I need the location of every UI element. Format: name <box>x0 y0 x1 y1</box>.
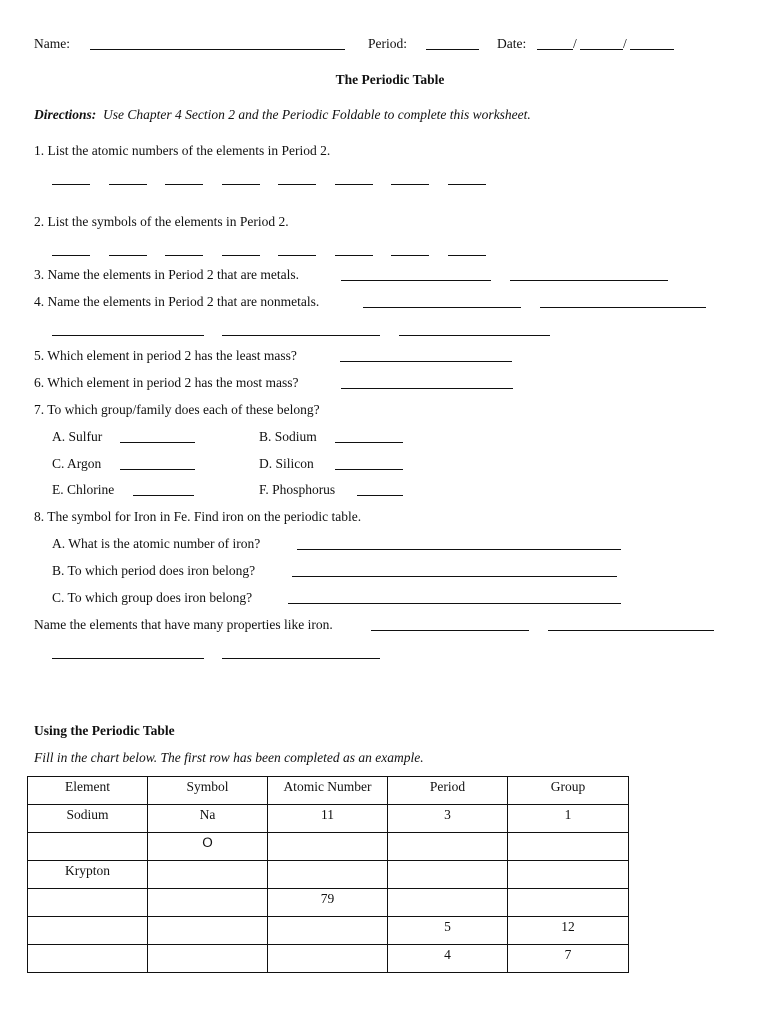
table-cell[interactable] <box>388 889 508 917</box>
q4-blank[interactable] <box>540 294 706 308</box>
table-cell[interactable] <box>508 861 629 889</box>
q7-c-label: C. Argon <box>52 456 102 471</box>
question-1: 1. List the atomic numbers of the elements in Period 2. <box>34 143 331 158</box>
table-row <box>28 861 629 889</box>
header-element: Element <box>28 777 148 805</box>
question-4: 4. Name the elements in Period 2 that are nonmetals. <box>34 294 320 309</box>
table-cell[interactable] <box>148 861 268 889</box>
table-cell[interactable] <box>388 833 508 861</box>
table-cell[interactable] <box>268 861 388 889</box>
q4-blank[interactable] <box>52 322 204 336</box>
q9-blank[interactable] <box>548 617 714 631</box>
table-cell: 4 <box>388 945 508 973</box>
q2-blank[interactable] <box>52 242 90 256</box>
section-instructions: Fill in the chart below. The first row has been completed as an example. <box>34 750 424 765</box>
section-title: Using the Periodic Table <box>34 723 175 738</box>
table-cell[interactable] <box>28 917 148 945</box>
q4-blank[interactable] <box>363 294 521 308</box>
q1-blank[interactable] <box>448 171 486 185</box>
q2-blank[interactable] <box>222 242 260 256</box>
q8-b-label: B. To which period does iron belong? <box>52 563 256 578</box>
date-separator: / <box>573 36 577 51</box>
table-cell[interactable] <box>28 833 148 861</box>
header-group: Group <box>508 777 629 805</box>
q1-blank[interactable] <box>165 171 203 185</box>
q1-blank[interactable] <box>278 171 316 185</box>
q7-d-label: D. Silicon <box>259 456 314 471</box>
q7-c-blank[interactable] <box>120 456 195 470</box>
q2-blank[interactable] <box>335 242 373 256</box>
name-label: Name: <box>34 36 70 51</box>
question-5: 5. Which element in period 2 has the least mass? <box>34 348 297 363</box>
table-cell: 79 <box>268 889 388 917</box>
q4-blank[interactable] <box>399 322 550 336</box>
table-cell[interactable] <box>508 889 629 917</box>
table-cell: Sodium <box>28 805 148 833</box>
table-cell[interactable] <box>148 917 268 945</box>
table-row <box>28 805 629 833</box>
table-row <box>28 833 629 861</box>
directions-label: Directions: <box>34 107 97 122</box>
question-2: 2. List the symbols of the elements in Period 2. <box>34 214 289 229</box>
header-atomic-number: Atomic Number <box>268 777 388 805</box>
date-year-blank[interactable] <box>630 36 674 50</box>
header-symbol: Symbol <box>148 777 268 805</box>
q2-blank[interactable] <box>278 242 316 256</box>
q7-f-label: F. Phosphorus <box>259 482 336 497</box>
q1-blank[interactable] <box>109 171 147 185</box>
table-cell[interactable] <box>508 833 629 861</box>
table-cell: 12 <box>508 917 629 945</box>
q8-a-label: A. What is the atomic number of iron? <box>52 536 261 551</box>
header-period: Period <box>388 777 508 805</box>
q1-blank[interactable] <box>52 171 90 185</box>
q7-a-blank[interactable] <box>120 429 195 443</box>
table-cell: 3 <box>388 805 508 833</box>
q7-b-blank[interactable] <box>335 429 403 443</box>
question-3: 3. Name the elements in Period 2 that are metals. <box>34 267 300 282</box>
q7-f-blank[interactable] <box>357 482 403 496</box>
table-header-row <box>28 777 629 805</box>
q8-b-blank[interactable] <box>292 563 617 577</box>
page-title: The Periodic Table <box>335 72 445 87</box>
q8-a-blank[interactable] <box>297 536 621 550</box>
q2-blank[interactable] <box>109 242 147 256</box>
q7-b-label: B. Sodium <box>259 429 317 444</box>
q9-blank[interactable] <box>371 617 529 631</box>
q9-blank[interactable] <box>222 645 380 659</box>
table-row <box>28 889 629 917</box>
date-label: Date: <box>497 36 527 51</box>
table-cell: Na <box>148 805 268 833</box>
date-separator: / <box>623 36 627 51</box>
q7-a-label: A. Sulfur <box>52 429 103 444</box>
table-row <box>28 945 629 973</box>
q6-blank[interactable] <box>341 375 513 389</box>
date-day-blank[interactable] <box>580 36 623 50</box>
q7-e-label: E. Chlorine <box>52 482 115 497</box>
table-cell[interactable] <box>268 833 388 861</box>
table-cell[interactable] <box>28 889 148 917</box>
directions <box>34 107 531 123</box>
question-7: 7. To which group/family does each of these belong? <box>34 402 320 417</box>
table-cell[interactable] <box>268 945 388 973</box>
table-cell: Krypton <box>28 861 148 889</box>
table-cell: 11 <box>268 805 388 833</box>
q4-blank[interactable] <box>222 322 380 336</box>
q2-blank[interactable] <box>165 242 203 256</box>
table-cell[interactable] <box>268 917 388 945</box>
date-month-blank[interactable] <box>537 36 573 50</box>
question-6: 6. Which element in period 2 has the most mass? <box>34 375 299 390</box>
table-cell[interactable] <box>148 945 268 973</box>
period-blank[interactable] <box>426 36 479 50</box>
q8-c-blank[interactable] <box>288 590 621 604</box>
q7-e-blank[interactable] <box>133 482 194 496</box>
question-9: Name the elements that have many properties like iron. <box>34 617 333 632</box>
q1-blank[interactable] <box>335 171 373 185</box>
directions-text: Use Chapter 4 Section 2 and the Periodic Foldable to complete this worksheet. <box>103 107 531 122</box>
question-8: 8. The symbol for Iron in Fe. Find iron on the periodic table. <box>34 509 362 524</box>
q1-blank[interactable] <box>222 171 260 185</box>
q7-d-blank[interactable] <box>335 456 403 470</box>
name-blank[interactable] <box>90 36 345 50</box>
q2-blank[interactable] <box>391 242 429 256</box>
table-cell[interactable] <box>148 889 268 917</box>
table-cell: O <box>148 833 268 861</box>
table-cell: 5 <box>388 917 508 945</box>
q3-blank[interactable] <box>341 267 491 281</box>
q3-blank[interactable] <box>510 267 668 281</box>
periodic-chart-table <box>27 776 629 973</box>
table-cell[interactable] <box>388 861 508 889</box>
q2-blank[interactable] <box>448 242 486 256</box>
table-row <box>28 917 629 945</box>
q8-c-label: C. To which group does iron belong? <box>52 590 253 605</box>
q1-blank[interactable] <box>391 171 429 185</box>
period-label: Period: <box>368 36 407 51</box>
q5-blank[interactable] <box>340 348 512 362</box>
table-cell: 1 <box>508 805 629 833</box>
table-cell: 7 <box>508 945 629 973</box>
table-cell[interactable] <box>28 945 148 973</box>
q9-blank[interactable] <box>52 645 204 659</box>
